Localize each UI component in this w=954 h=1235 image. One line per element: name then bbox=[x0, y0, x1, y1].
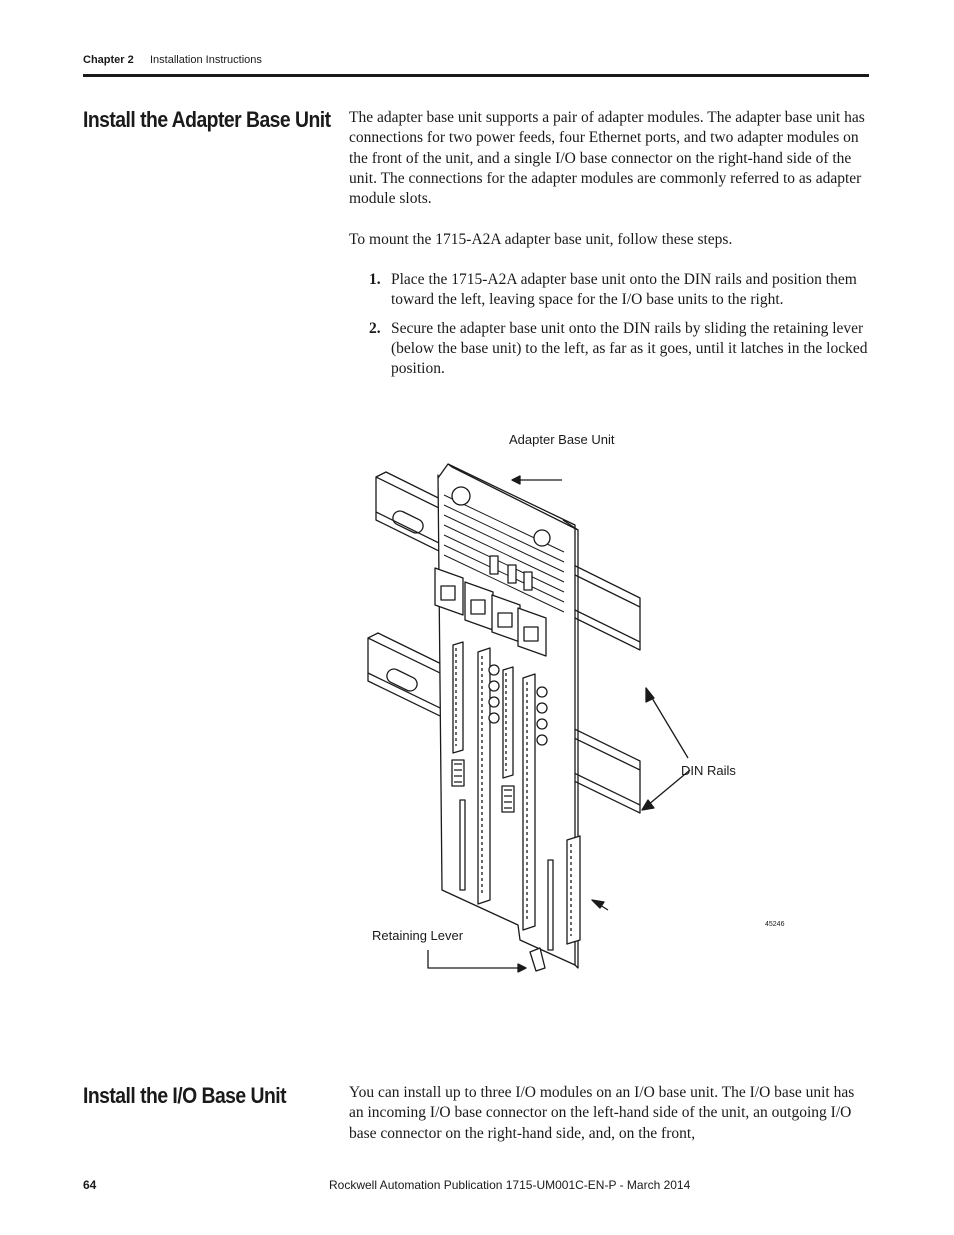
list-item bbox=[369, 319, 869, 380]
step-text: Place the 1715-A2A adapter base unit onto the DIN rails and position them toward the left, leaving space for the I/O base units to the right. bbox=[391, 271, 857, 309]
retaining-lever bbox=[530, 948, 545, 971]
io-base-connector bbox=[567, 836, 580, 944]
publication-footer: Rockwell Automation Publication 1715-UM001C-EN-P - March 2014 bbox=[329, 1178, 691, 1192]
section-label: Installation Instructions bbox=[150, 54, 262, 66]
paragraph: You can install up to three I/O modules on an I/O base unit. The I/O base unit has an incoming I/O base connector on the left-hand side of the unit, an outgoing I/O base connector on the right-hand side, and, on the front, bbox=[349, 1084, 855, 1142]
step-text: Secure the adapter base unit onto the DIN rails by sliding the retaining lever (below the base unit) to the left, as far as it goes, until it latches in the locked position. bbox=[391, 319, 868, 378]
paragraph: To mount the 1715-A2A adapter base unit, follow these steps. bbox=[349, 231, 733, 248]
step-number: 2. bbox=[369, 319, 381, 337]
chapter-label: Chapter 2 bbox=[83, 54, 134, 66]
section-heading-adapter: Install the Adapter Base Unit bbox=[83, 107, 331, 132]
base-unit-body bbox=[435, 464, 580, 971]
label-adapter-base-unit: Adapter Base Unit bbox=[509, 432, 615, 447]
figure-number: 45246 bbox=[765, 921, 785, 928]
adapter-base-unit-figure bbox=[340, 420, 860, 1020]
adapter-intro-paragraph bbox=[349, 108, 869, 209]
header-rule bbox=[83, 74, 869, 77]
list-item bbox=[369, 270, 869, 311]
page-number: 64 bbox=[83, 1178, 97, 1192]
paragraph: The adapter base unit supports a pair of adapter modules. The adapter base unit has connections for two power feeds, four Ethernet ports, and two adapter modules on the front of the unit, and a single I/O base connector on the right-hand side of the unit. The connections for the adapter modules are commonly referred to as adapter module slots. bbox=[349, 109, 865, 208]
section-heading-io-base: Install the I/O Base Unit bbox=[83, 1083, 287, 1108]
label-retaining-lever: Retaining Lever bbox=[372, 928, 464, 943]
step-number: 1. bbox=[369, 271, 381, 288]
steps-list bbox=[369, 270, 869, 387]
io-base-intro-paragraph bbox=[349, 1083, 869, 1144]
label-din-rails: DIN Rails bbox=[681, 763, 736, 778]
steps-intro-paragraph bbox=[349, 230, 869, 250]
running-header bbox=[83, 54, 262, 66]
